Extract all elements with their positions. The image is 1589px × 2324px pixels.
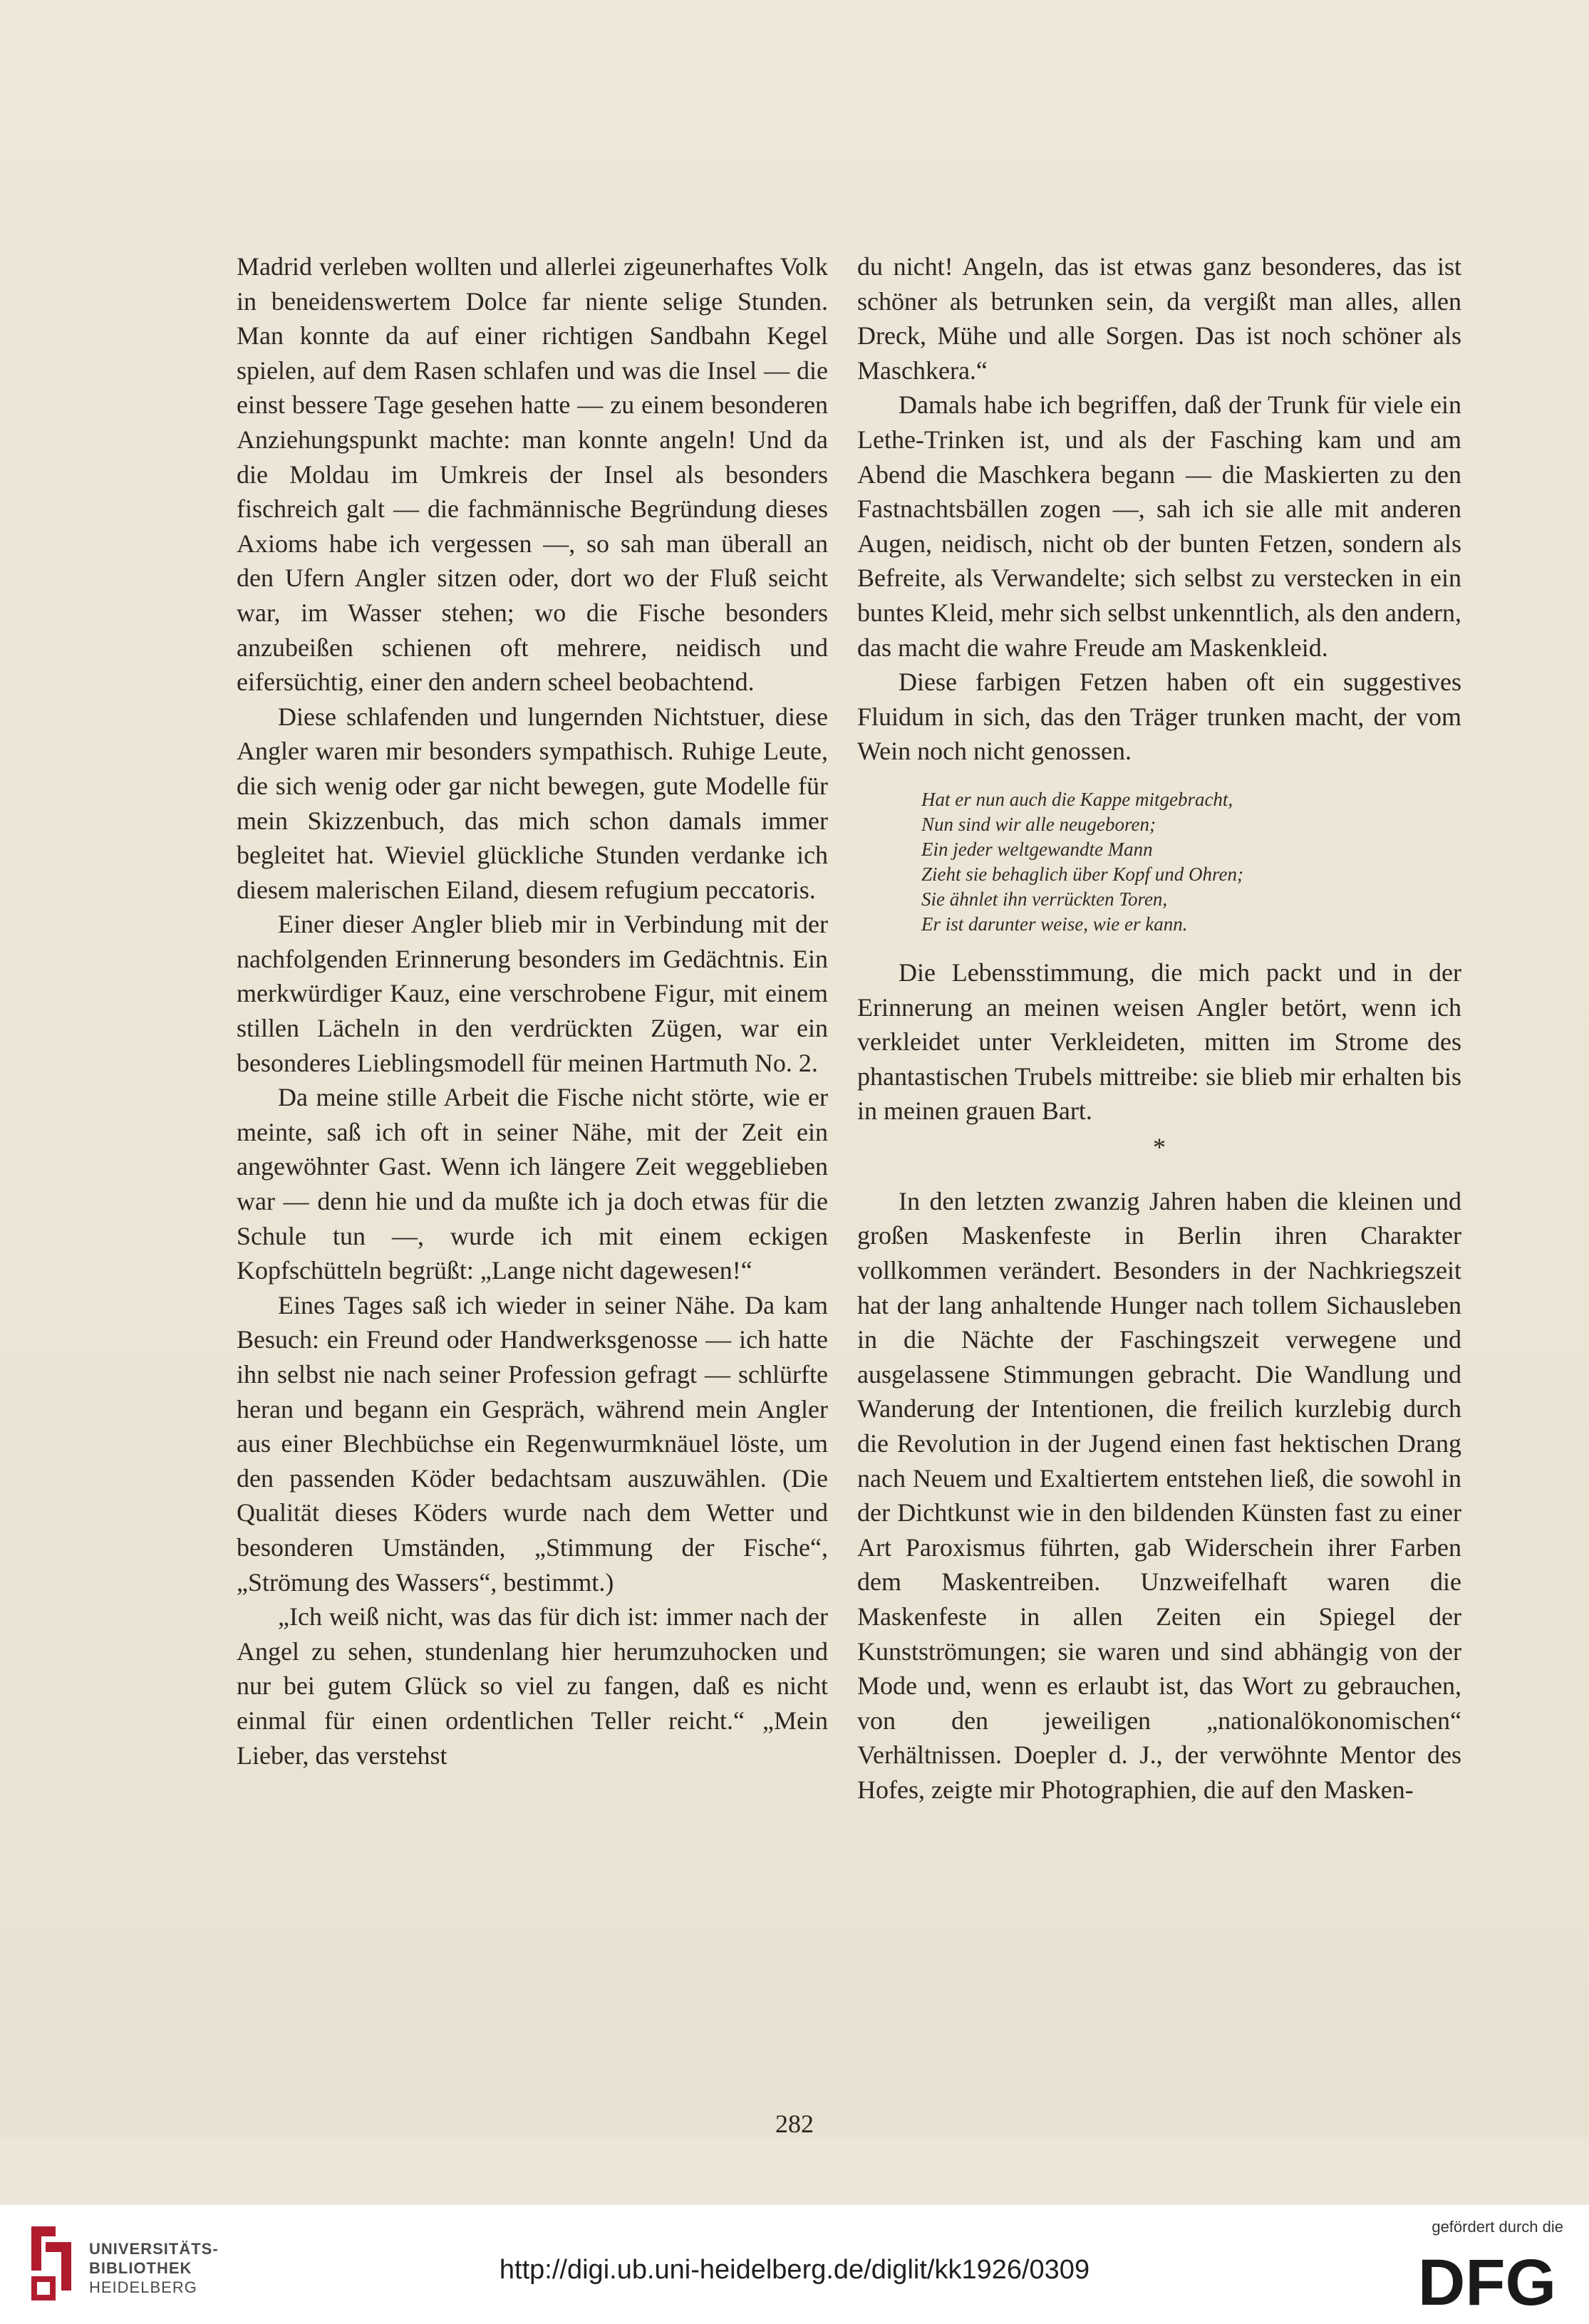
body-paragraph: Diese schlafenden und lungernden Nichtstuer, diese Angler waren mir besonders sympathisch. Ruhige Leute, die sich wenig oder gar nicht bewegen, gute Modelle für mein Skizzenbuch, das mich schon damals immer begleitet hat. Wieviel glückliche Stunden verdanke ich diesem malerischen Eiland, diesem refugium peccatoris. — [237, 702, 828, 904]
right-column-top-paragraphs — [857, 249, 1461, 769]
right-text-column — [857, 249, 1461, 1807]
body-paragraph: Damals habe ich begriffen, daß der Trunk für viele ein Lethe-Trinken ist, und als der Fasching kam und am Abend die Maschkera begann — die Maskierten zu den Fastnachtsbällen zogen —, sah ich sie alle mit anderen Augen, neidisch, nicht ob der bunten Fetzen, sondern als Befreite, als Verwandelte; sich selbst zu verstecken in ein buntes Kleid, mehr sich selbst unkenntlich, als den andern, das macht die wahre Freude am Maskenkleid. — [857, 390, 1461, 662]
left-text-column — [237, 249, 828, 1773]
body-paragraph: Diese farbigen Fetzen haben oft ein suggestives Fluidum in sich, das den Träger trunken macht, der vom Wein noch nicht genossen. — [857, 668, 1461, 766]
verse-line: Er ist darunter weise, wie er kann. — [921, 913, 1188, 935]
body-paragraph: Die Lebensstimmung, die mich packt und in der Erinnerung an meinen weisen Angler betört, wenn ich verkleidet unter Verkleideten, mitten im Strome des phantastischen Trubels mittreibe: sie blieb mir erhalten bis in meinen grauen Bart. — [857, 958, 1461, 1126]
body-paragraph: Eines Tages saß ich wieder in seiner Nähe. Da kam Besuch: ein Freund oder Handwerksgenosse — ich hatte ihn selbst nie nach seiner Profession gefragt — schlürfte heran und begann ein Gespräch, während mein Angler aus einer Blechbüchse ein Regenwurmknäuel löste, um den passenden Köder bedachtsam auszuwählen. (Die Qualität dieses Köders wurde nach dem Wetter und besonderen Umständen, „Stimmung der Fische“, „Strömung des Wassers“, bestimmt.) — [237, 1290, 828, 1597]
verse-line: Nun sind wir alle neugeboren; — [921, 813, 1156, 835]
library-name-line: BIBLIOTHEK — [89, 2259, 192, 2277]
body-paragraph: du nicht! Angeln, das ist etwas ganz besonderes, das ist schöner als betrunken sein, da vergißt man alles, allen Dreck, Mühe und alle Sorgen. Das ist noch schöner als Maschkera.“ — [857, 252, 1461, 385]
body-paragraph: Madrid verleben wollten und allerlei zigeunerhaftes Volk in beneidenswertem Dolce far niente selige Stunden. Man konnte da auf einer richtigen Sandbahn Kegel spielen, auf dem Rasen schlafen und was die Insel — die einst bessere Tage gesehen hatte — zu einem besonderen Anziehungspunkt machte: man konnte angeln! Und da die Moldau im Umkreis der Insel als besonders fischreich galt — die fachmännische Begründung dieses Axioms habe ich vergessen —, so sah man überall an den Ufern Angler sitzen oder, dort wo der Fluß seicht war, im Wasser stehen; wo die Fische besonders anzubeißen schienen oft mehrere, neidisch und eifersüchtig, einer den andern scheel beobachtend. — [237, 252, 828, 697]
dfg-logo-icon — [1411, 2251, 1563, 2310]
permalink-url[interactable]: http://digi.ub.uni-heidelberg.de/diglit/kk1926/0309 — [499, 2255, 1090, 2285]
verse-quote — [921, 787, 1461, 937]
verse-line: Sie ähnlet ihn verrückten Toren, — [921, 888, 1168, 910]
body-paragraph: In den letzten zwanzig Jahren haben die kleinen und großen Maskenfeste in Berlin ihren Charakter vollkommen verändert. Besonders in der Nachkriegszeit hat der lang anhaltende Hunger nach tollem Sichausleben in die Nächte der Faschingszeit verwegene und ausgelassene Stimmungen gebracht. Die Wandlung und Wanderung der Intentionen, die freilich kurzlebig durch die Revolution in der Jugend einen fast hektischen Drang nach Neuem und Exaltiertem entstehen ließ, die sowohl in der Dichtkunst wie in den bildenden Künsten fast zu einer Art Paroxismus führten, gab Widerschein ihrer Farben dem Maskentreiben. Unzweifelhaft waren die Maskenfeste in allen Zeiten ein Spiegel der Kunstströmungen; sie waren und sind abhängig von der Mode und, wenn es erlaubt ist, das Wort zu gebrauchen, von den jeweiligen „nationalökonomischen“ Verhältnissen. Doepler d. J., der verwöhnte Mentor des Hofes, zeigte mir Photographien, die auf den Masken- — [857, 1186, 1461, 1804]
right-column-bottom-paragraphs — [857, 1184, 1461, 1807]
section-separator: * — [1153, 1132, 1166, 1161]
verse-line: Zieht sie behaglich über Kopf und Ohren; — [921, 863, 1243, 885]
library-name-line: UNIVERSITÄTS- — [89, 2240, 219, 2258]
page-number: 282 — [775, 2110, 814, 2138]
body-paragraph: „Ich weiß nicht, was das für dich ist: immer nach der Angel zu sehen, stundenlang hier herumzuhocken und nur bei gutem Glück so viel zu fangen, daß es nicht einmal für einen ordentlichen Teller reicht.“ „Mein Lieber, das verstehst — [237, 1602, 828, 1770]
body-paragraph: Einer dieser Angler blieb mir in Verbindung mit der nachfolgenden Erinnerung besonders im Gedächtnis. Ein merkwürdiger Kauz, eine verschrobene Figur, mit einem stillen Lächeln in den verdrückten Zügen, war ein besonderes Lieblingsmodell für meinen Hartmuth No. 2. — [237, 910, 828, 1077]
verse-line: Ein jeder weltgewandte Mann — [921, 838, 1153, 860]
funded-by-label: gefördert durch die — [1432, 2218, 1563, 2236]
right-column-middle-paragraphs — [857, 955, 1461, 1129]
verse-line: Hat er nun auch die Kappe mitgebracht, — [921, 788, 1233, 810]
body-paragraph: Da meine stille Arbeit die Fische nicht störte, wie er meinte, saß ich oft in seiner Nähe, mit der Zeit ein angewöhnter Gast. Wenn ich längere Zeit weggeblieben war — denn hie und da mußte ich ja doch etwas für die Schule tun —, wurde ich mit einem eckigen Kopfschütteln begrüßt: „Lange nicht dagewesen!“ — [237, 1083, 828, 1285]
dfg-logo-text: DFG — [1417, 2251, 1557, 2310]
library-name-line: HEIDELBERG — [89, 2278, 197, 2296]
viewer-footer — [0, 2205, 1589, 2324]
